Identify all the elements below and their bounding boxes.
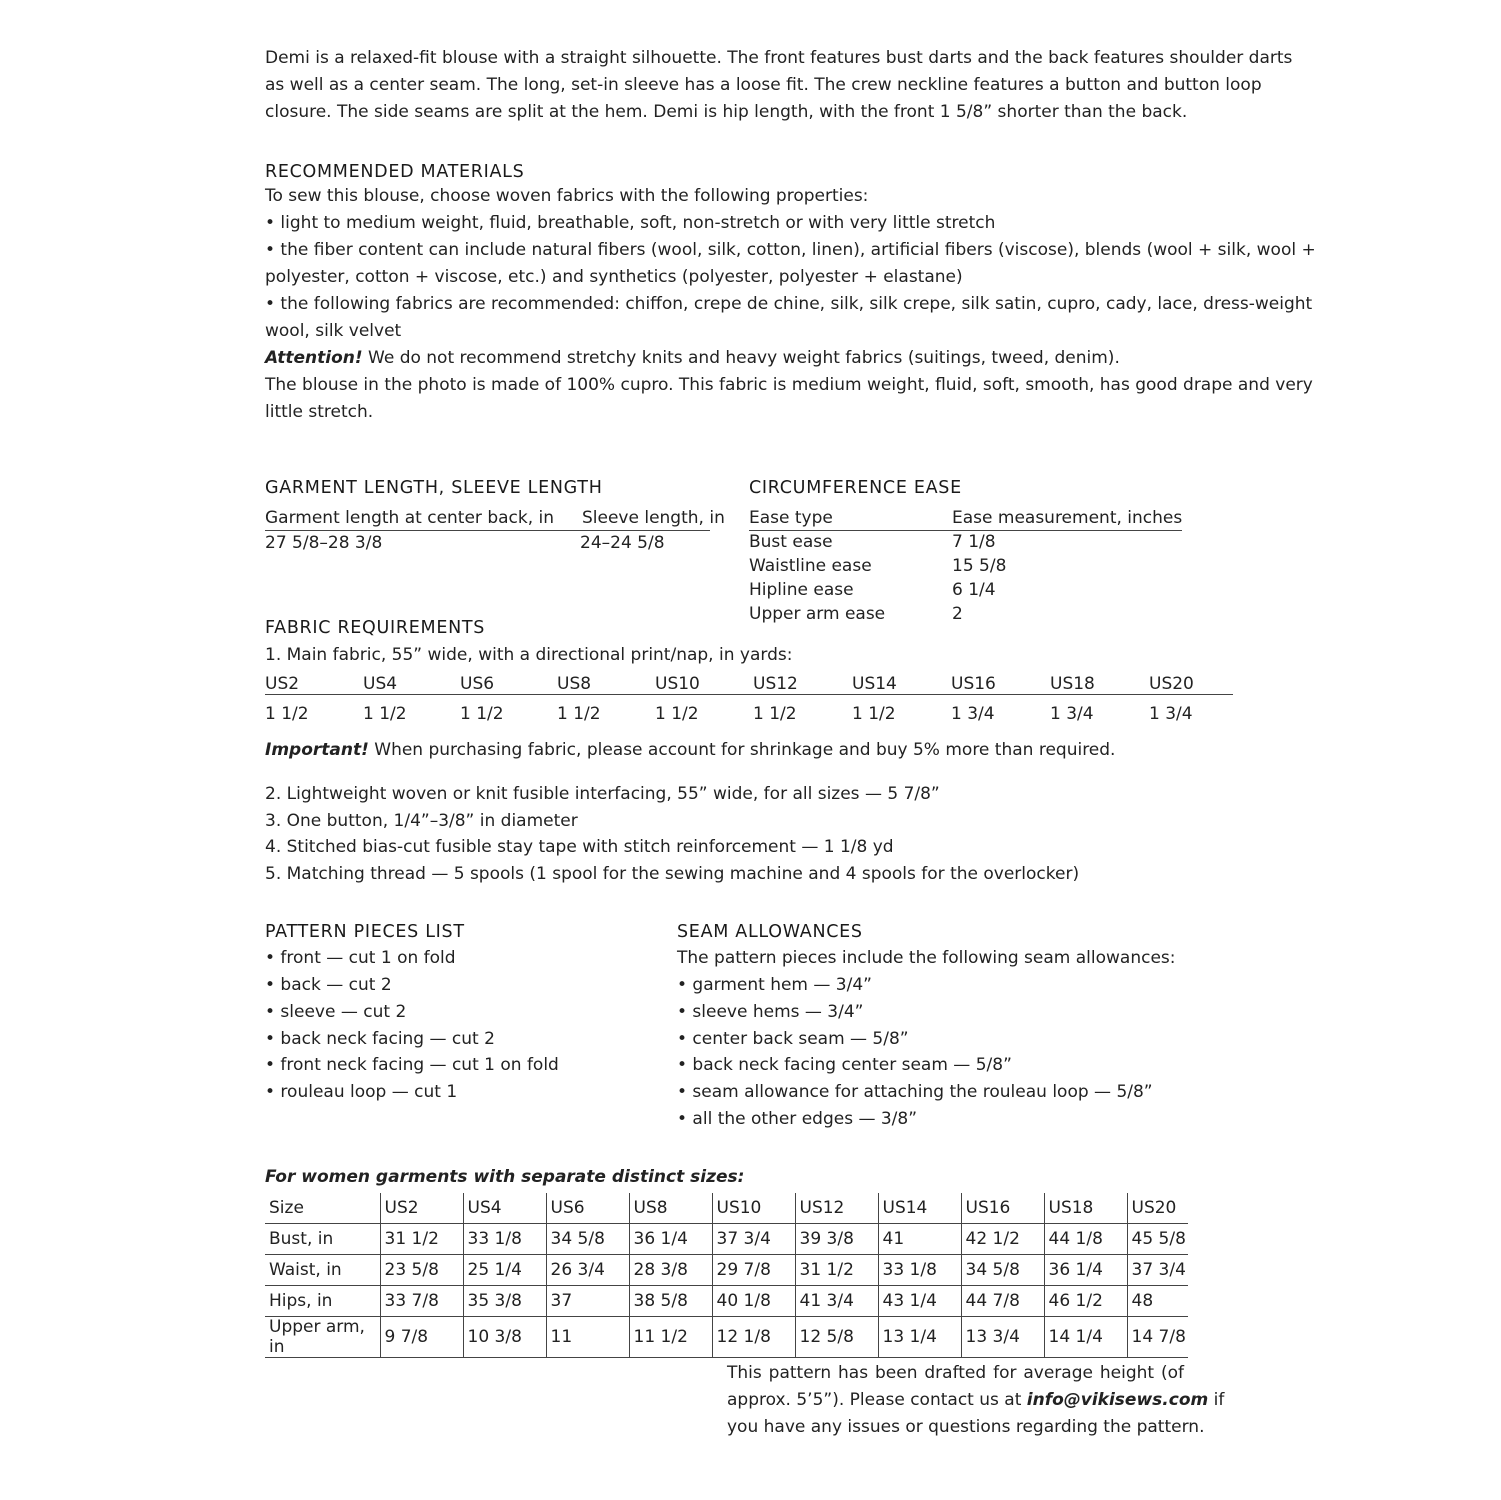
table-cell: 41 3/4	[795, 1286, 878, 1317]
table-cell: 11	[546, 1317, 629, 1358]
table-cell: 38 5/8	[629, 1286, 712, 1317]
table-cell: 33 1/8	[878, 1255, 961, 1286]
fabric-yards: 1 1/2	[852, 704, 896, 724]
table-cell: Waist, in	[265, 1255, 380, 1286]
table-cell: 37 3/4	[712, 1224, 795, 1255]
fabric-item: 2. Lightweight woven or knit fusible interfacing, 55” wide, for all sizes — 5 7/8”	[265, 784, 940, 804]
seam-line: The pattern pieces include the following seam allowances:	[677, 948, 1176, 968]
ease-value: 6 1/4	[952, 580, 996, 600]
table-cell: 43 1/4	[878, 1286, 961, 1317]
intro-paragraph	[265, 48, 1293, 129]
size-chart-header-cell: US2	[380, 1193, 463, 1224]
main-fabric-label: 1. Main fabric, 55” wide, with a directional print/nap, in yards:	[265, 645, 793, 665]
seams-heading: SEAM ALLOWANCES	[677, 922, 863, 942]
intro-line: as well as a center seam. The long, set-in sleeve has a loose fit. The crew neckline features a button and button loop	[265, 75, 1262, 95]
fabric-item: 4. Stitched bias-cut fusible stay tape with stitch reinforcement — 1 1/8 yd	[265, 837, 894, 857]
fabric-sizes-rule	[265, 694, 1233, 695]
piece-item: • rouleau loop — cut 1	[265, 1082, 458, 1102]
size-chart-table	[265, 1193, 1188, 1358]
fabric-yards: 1 1/2	[753, 704, 797, 724]
seam-line: • garment hem — 3/4”	[677, 975, 872, 995]
table-row	[265, 1224, 1188, 1255]
pieces-heading: PATTERN PIECES LIST	[265, 922, 465, 942]
fabric-yards: 1 3/4	[1050, 704, 1094, 724]
table-cell: 13 3/4	[961, 1317, 1044, 1358]
table-cell: 23 5/8	[380, 1255, 463, 1286]
size-chart-header-cell: US4	[463, 1193, 546, 1224]
important-label: Important!	[265, 740, 369, 760]
table-cell: 40 1/8	[712, 1286, 795, 1317]
size-chart-header-cell: US20	[1127, 1193, 1188, 1224]
length-col2-value: 24–24 5/8	[580, 533, 665, 553]
size-chart-header-cell: US18	[1044, 1193, 1127, 1224]
seam-line: • back neck facing center seam — 5/8”	[677, 1055, 1012, 1075]
piece-item: • sleeve — cut 2	[265, 1002, 407, 1022]
table-cell: 29 7/8	[712, 1255, 795, 1286]
table-cell: 46 1/2	[1044, 1286, 1127, 1317]
seam-line: • seam allowance for attaching the rouleau loop — 5/8”	[677, 1082, 1153, 1102]
table-cell: 45 5/8	[1127, 1224, 1188, 1255]
ease-type: Hipline ease	[749, 580, 854, 600]
materials-section	[265, 186, 1316, 431]
length-heading: GARMENT LENGTH, SLEEVE LENGTH	[265, 478, 603, 498]
fabric-heading: FABRIC REQUIREMENTS	[265, 618, 486, 638]
fabric-size: US2	[265, 674, 300, 694]
attention-text: We do not recommend stretchy knits and heavy weight fabrics (suitings, tweed, denim).	[362, 348, 1120, 368]
fabric-yards: 1 1/2	[557, 704, 601, 724]
fabric-yards: 1 1/2	[460, 704, 504, 724]
intro-line: Demi is a relaxed-fit blouse with a straight silhouette. The front features bust darts and the back features shoulder darts	[265, 48, 1293, 68]
height-note-line: This pattern has been drafted for average height (of	[727, 1363, 1184, 1383]
fabric-size: US10	[655, 674, 700, 694]
materials-line: • the fiber content can include natural fibers (wool, silk, cotton, linen), artificial fibers (viscose), blends (wool + silk, wool +	[265, 240, 1316, 260]
materials-line: wool, silk velvet	[265, 321, 402, 341]
ease-type: Upper arm ease	[749, 604, 886, 624]
fabric-size: US14	[852, 674, 897, 694]
table-row	[265, 1255, 1188, 1286]
size-chart-header-cell: US10	[712, 1193, 795, 1224]
table-cell: 33 7/8	[380, 1286, 463, 1317]
ease-type: Waistline ease	[749, 556, 872, 576]
materials-line: To sew this blouse, choose woven fabrics with the following properties:	[265, 186, 869, 206]
table-cell: 48	[1127, 1286, 1188, 1317]
table-cell: 37 3/4	[1127, 1255, 1188, 1286]
fabric-yards: 1 3/4	[951, 704, 995, 724]
size-chart-header-cell: US6	[546, 1193, 629, 1224]
table-cell: 39 3/8	[795, 1224, 878, 1255]
size-chart-header-cell: US14	[878, 1193, 961, 1224]
piece-item: • back neck facing — cut 2	[265, 1029, 495, 1049]
size-chart-header-cell: Size	[265, 1193, 380, 1224]
ease-value: 7 1/8	[952, 532, 996, 552]
ease-type: Bust ease	[749, 532, 833, 552]
table-cell: 10 3/8	[463, 1317, 546, 1358]
attention-label: Attention!	[265, 348, 363, 368]
fabric-size: US12	[753, 674, 798, 694]
table-cell: 12 5/8	[795, 1317, 878, 1358]
fabric-yards: 1 1/2	[655, 704, 699, 724]
fabric-size: US6	[460, 674, 495, 694]
materials-heading: RECOMMENDED MATERIALS	[265, 162, 525, 182]
table-cell: Hips, in	[265, 1286, 380, 1317]
ease-header-rule	[749, 530, 1182, 531]
table-cell: Bust, in	[265, 1224, 380, 1255]
size-chart-header-cell: US8	[629, 1193, 712, 1224]
height-note-text: if	[1208, 1390, 1225, 1410]
fabric-size: US18	[1050, 674, 1095, 694]
materials-line: polyester, cotton + viscose, etc.) and synthetics (polyester, polyester + elastane)	[265, 267, 963, 287]
ease-col1-header: Ease type	[749, 508, 833, 528]
seam-line: • all the other edges — 3/8”	[677, 1109, 918, 1129]
table-cell: 9 7/8	[380, 1317, 463, 1358]
contact-email-link[interactable]: info@vikisews.com	[1026, 1390, 1209, 1410]
intro-line: closure. The side seams are split at the hem. Demi is hip length, with the front 1 5/8” shorter than the back.	[265, 102, 1188, 122]
fabric-size: US20	[1149, 674, 1194, 694]
seam-line: • sleeve hems — 3/4”	[677, 1002, 864, 1022]
height-note	[727, 1363, 1225, 1444]
fabric-item: 3. One button, 1/4”–3/8” in diameter	[265, 811, 578, 831]
height-note-text: approx. 5’5”). Please contact us at	[727, 1390, 1027, 1410]
length-col1-header: Garment length at center back, in	[265, 508, 555, 528]
fabric-size: US16	[951, 674, 996, 694]
length-header-rule	[265, 530, 710, 531]
table-cell: 37	[546, 1286, 629, 1317]
table-cell: 34 5/8	[961, 1255, 1044, 1286]
piece-item: • front — cut 1 on fold	[265, 948, 456, 968]
table-cell: 13 1/4	[878, 1317, 961, 1358]
fabric-yards: 1 3/4	[1149, 704, 1193, 724]
table-row	[265, 1317, 1188, 1358]
length-col1-value: 27 5/8–28 3/8	[265, 533, 383, 553]
height-note-line: you have any issues or questions regarding the pattern.	[727, 1417, 1205, 1437]
table-cell: 33 1/8	[463, 1224, 546, 1255]
fabric-yards: 1 1/2	[363, 704, 407, 724]
seam-line: • center back seam — 5/8”	[677, 1029, 909, 1049]
table-cell: 25 1/4	[463, 1255, 546, 1286]
photo-note-line: little stretch.	[265, 402, 374, 422]
table-cell: 44 7/8	[961, 1286, 1044, 1317]
length-col2-header: Sleeve length, in	[582, 508, 725, 528]
table-cell: Upper arm, in	[265, 1317, 380, 1358]
table-cell: 11 1/2	[629, 1317, 712, 1358]
table-cell: 35 3/8	[463, 1286, 546, 1317]
size-chart-header-row	[265, 1193, 1188, 1224]
fabric-size: US8	[557, 674, 592, 694]
size-chart-header-cell: US16	[961, 1193, 1044, 1224]
table-cell: 28 3/8	[629, 1255, 712, 1286]
attention-note	[265, 348, 1120, 368]
fabric-item: 5. Matching thread — 5 spools (1 spool for the sewing machine and 4 spools for the overlocker)	[265, 864, 1080, 884]
table-cell: 42 1/2	[961, 1224, 1044, 1255]
piece-item: • back — cut 2	[265, 975, 392, 995]
height-note-line	[727, 1390, 1225, 1410]
important-text: When purchasing fabric, please account for shrinkage and buy 5% more than required.	[368, 740, 1116, 760]
table-cell: 34 5/8	[546, 1224, 629, 1255]
table-row	[265, 1286, 1188, 1317]
table-cell: 36 1/4	[1044, 1255, 1127, 1286]
ease-value: 2	[952, 604, 963, 624]
photo-note-line: The blouse in the photo is made of 100% cupro. This fabric is medium weight, fluid, soft, smooth, has good drape and very	[265, 375, 1313, 395]
materials-line: • the following fabrics are recommended: chiffon, crepe de chine, silk, silk crepe, silk satin, cupro, cady, lace, dress-weight	[265, 294, 1313, 314]
fabric-size: US4	[363, 674, 398, 694]
table-cell: 41	[878, 1224, 961, 1255]
ease-value: 15 5/8	[952, 556, 1007, 576]
ease-heading: CIRCUMFERENCE EASE	[749, 478, 962, 498]
materials-line: • light to medium weight, fluid, breathable, soft, non-stretch or with very little stretch	[265, 213, 996, 233]
ease-col2-header: Ease measurement, inches	[952, 508, 1183, 528]
table-cell: 36 1/4	[629, 1224, 712, 1255]
table-cell: 31 1/2	[795, 1255, 878, 1286]
size-chart-caption: For women garments with separate distinct sizes:	[265, 1167, 745, 1187]
table-cell: 44 1/8	[1044, 1224, 1127, 1255]
size-chart-header-cell: US12	[795, 1193, 878, 1224]
table-cell: 14 1/4	[1044, 1317, 1127, 1358]
table-cell: 26 3/4	[546, 1255, 629, 1286]
table-cell: 14 7/8	[1127, 1317, 1188, 1358]
table-cell: 31 1/2	[380, 1224, 463, 1255]
important-note	[265, 740, 1115, 760]
fabric-yards: 1 1/2	[265, 704, 309, 724]
table-cell: 12 1/8	[712, 1317, 795, 1358]
piece-item: • front neck facing — cut 1 on fold	[265, 1055, 559, 1075]
